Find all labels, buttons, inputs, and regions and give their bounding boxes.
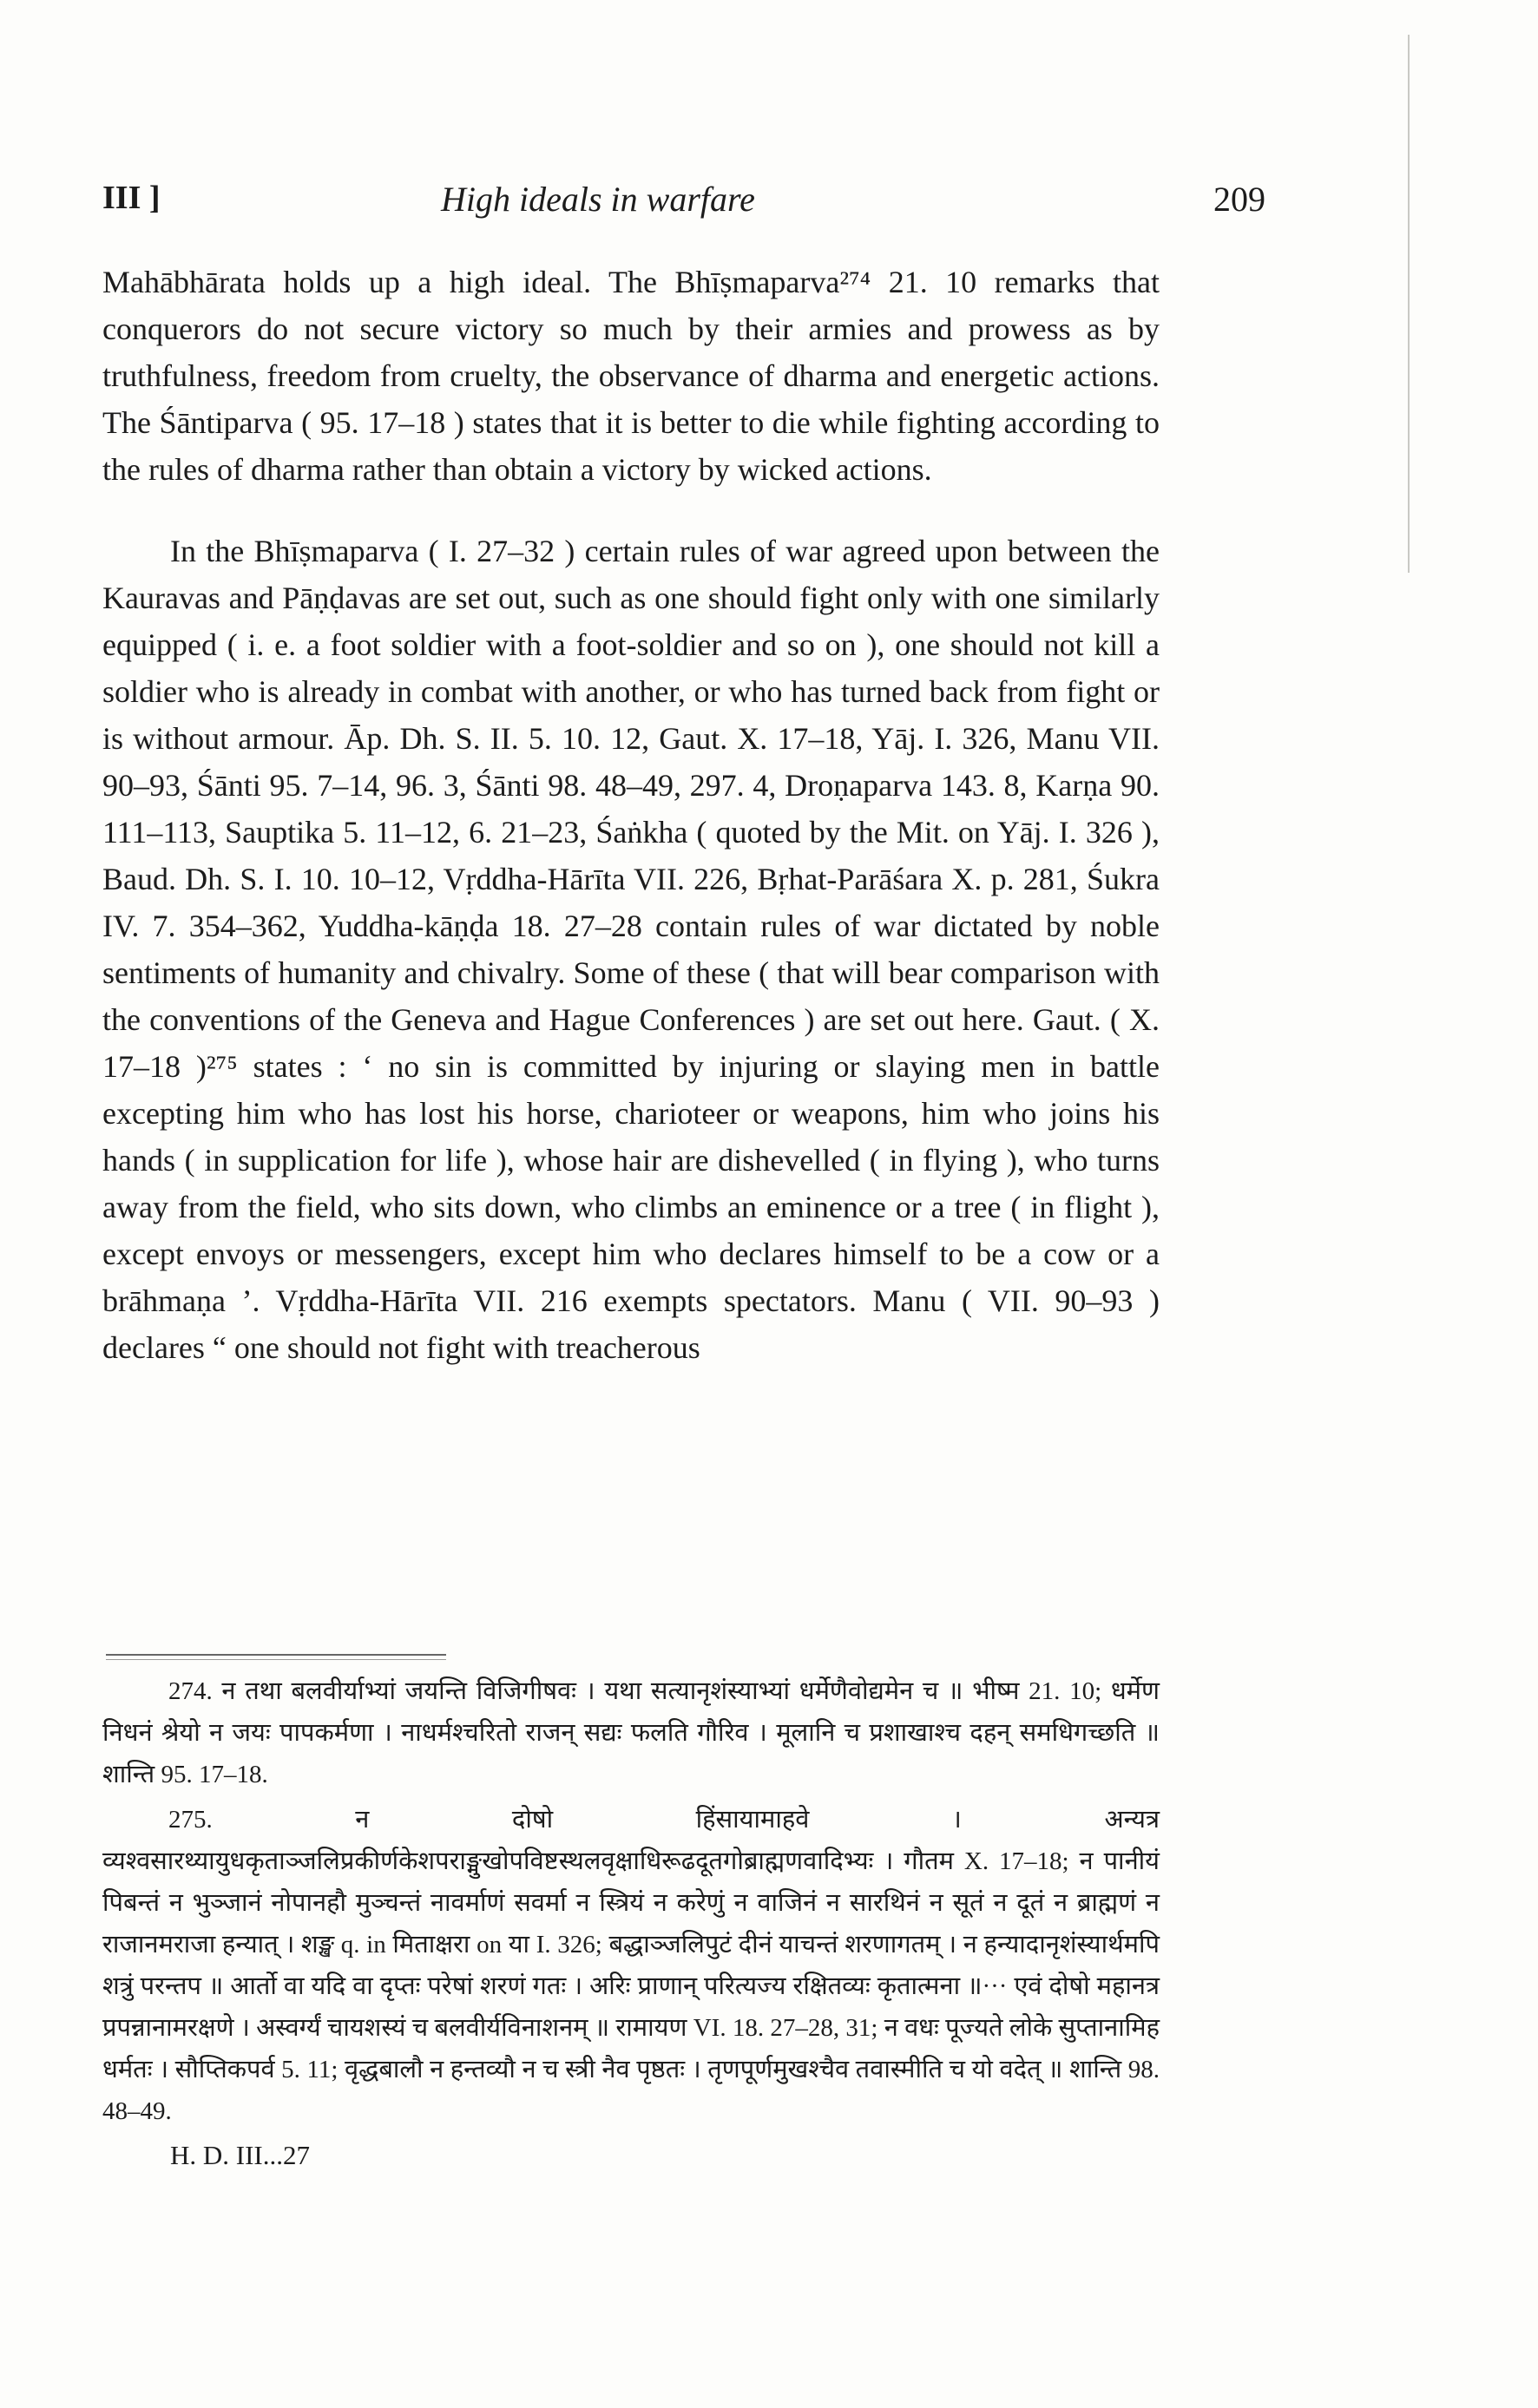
paragraph-2: In the Bhīṣmaparva ( I. 27–32 ) certain rules of war agreed upon between the Kauravas and Pāṇḍavas are set out, such as one should fight only with one similarly equipped ( i. e. a foot soldier with a foot-soldier and so on ), one should not kill a soldier who is already in combat with another, or who has turned back from fight or is without armour. Āp. Dh. S. II. 5. 10. 12, Gaut. X. 17–18, Yāj. I. 326, Manu VII. 90–93, Śānti 95. 7–14, 96. 3, Śānti 98. 48–49, 297. 4, Droṇaparva 143. 8, Karṇa 90. 111–113, Sauptika 5. 11–12, 6. 21–23, Śaṅkha ( quoted by the Mit. on Yāj. I. 326 ), Baud. Dh. S. I. 10. 10–12, Vṛddha-Hārīta VII. 226, Bṛhat-Parāśara X. p. 281, Śukra IV. 7. 354–362, Yuddha-kāṇḍa 18. 27–28 contain rules of war dictated by noble sentiments of humanity and chivalry. Some of these ( that will bear comparison with the conventions of the Geneva and Hague Conferences ) are set out here. Gaut. ( X. 17–18 )²⁷⁵ states : ‘ no sin is committed by injuring or slaying men in battle excepting him who has lost his horse, charioteer or weapons, him who joins his hands ( in supplication for life ), whose hair are dishevelled ( in flying ), who turns away from the field, who sits down, who climbs an eminence or a tree ( in flight ), except envoys or messengers, except him who declares himself to be a cow or a brāhmaṇa ’. Vṛddha-Hārīta VII. 216 exempts spectators. Manu ( VII. 90–93 ) declares “ one should not fight with treacherous: [102, 534, 1160, 1365]
main-text: [102, 259, 1160, 1371]
footnote-275: 275. न दोषो हिंसायामाहवे । अन्यत्र व्यश्वसारथ्यायुधकृताञ्जलिप्रकीर्णकेशपराङ्मुखोपविष्टस्थलवृक्षाधिरूढदूतगोब्राह्मणवादिभ्यः । गौतम X. 17–18; न पानीयं पिबन्तं न भुञ्जानं नोपानहौ मुञ्चन्तं नावर्माणं सवर्मा न स्त्रियं न करेणुं न वाजिनं न सारथिनं न सूतं न दूतं न ब्राह्मणं न राजानमराजा हन्यात् । शङ्ख q. in मिताक्षरा on या I. 326; बद्धाञ्जलिपुटं दीनं याचन्तं शरणागतम् । न हन्यादानृशंस्यार्थमपि शत्रुं परन्तप ॥ आर्तो वा यदि वा दृप्तः परेषां शरणं गतः । अरिः प्राणान् परित्यज्य रक्षितव्यः कृतात्मना ॥··· एवं दोषो महानत्र प्रपन्नानामरक्षणे । अस्वर्ग्यं चायशस्यं च बलवीर्यविनाशनम् ॥ रामायण VI. 18. 27–28, 31; न वधः पूज्यते लोके सुप्तानामिह धर्मतः । सौप्तिकपर्व 5. 11; वृद्धबालौ न हन्तव्यौ न च स्त्री नैव पृष्ठतः । तृणपूर्णमुखश्चैव तवास्मीति च यो वदेत् ॥ शान्ति 98. 48–49.: [102, 1806, 1160, 2125]
footnote-separator: [106, 1654, 446, 1656]
footnote-separator-underline: [106, 1659, 446, 1660]
footnotes: [102, 1670, 1160, 2132]
running-header: [102, 179, 1265, 222]
chapter-number: III ]: [102, 180, 161, 216]
running-title: High ideals in warfare: [441, 180, 755, 219]
page-edge-line: [1408, 35, 1410, 573]
printer-signature: H. D. III...27: [170, 2140, 310, 2170]
page-number: 209: [1213, 180, 1265, 219]
footnote-274: 274. न तथा बलवीर्याभ्यां जयन्ति विजिगीषवः । यथा सत्यानृशंस्याभ्यां धर्मेणैवोद्यमेन च ॥ भीष्म 21. 10; धर्मेण निधनं श्रेयो न जयः पापकर्मणा । नाधर्मश्चरितो राजन् सद्यः फलति गौरिव । मूलानि च प्रशाखाश्च दहन् समधिगच्छति ॥ शान्ति 95. 17–18.: [102, 1677, 1160, 1788]
paragraph-1: Mahābhārata holds up a high ideal. The Bhīṣmaparva²⁷⁴ 21. 10 remarks that conquerors do not secure victory so much by their armies and prowess as by truthfulness, freedom from cruelty, the observance of dharma and energetic actions. The Śāntiparva ( 95. 17–18 ) states that it is better to die while fighting according to the rules of dharma rather than obtain a victory by wicked actions.: [102, 265, 1160, 487]
